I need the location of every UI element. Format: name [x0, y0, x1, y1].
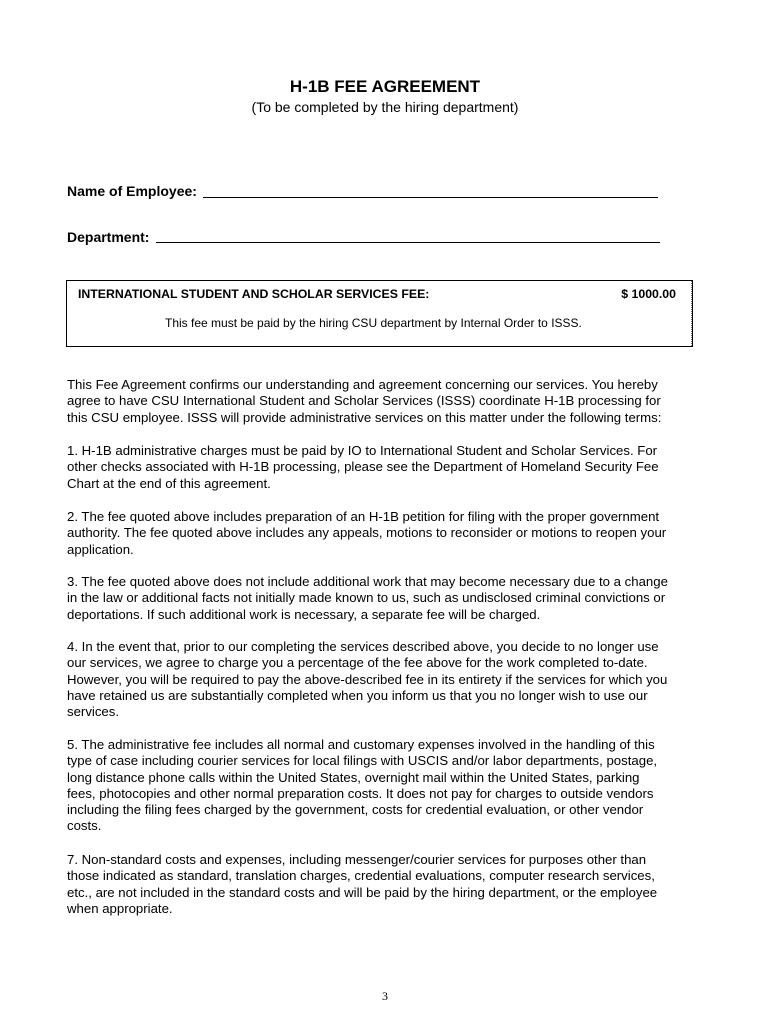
department-label: Department:	[67, 229, 150, 245]
employee-name-field[interactable]	[203, 197, 658, 198]
fee-amount: $ 1000.00	[621, 287, 676, 301]
department-field[interactable]	[156, 242, 660, 243]
page-number: 3	[382, 989, 388, 1003]
intro-paragraph: This Fee Agreement confirms our understanding and agreement concerning our services. You hereby agree to have CSU International Student and Scholar Services (ISSS) coordinate H-1B processing for this CSU employee. ISSS will provide administrative services on this matter under the following terms:	[67, 377, 662, 425]
fee-box	[66, 280, 693, 347]
term-5-paragraph: 5. The administrative fee includes all normal and customary expenses involved in the handling of this type of case including courier services for local filings with USCIS and/or labor departments, postage, long distance phone calls within the United States, overnight mail within the United States, parking fees, photocopies and other normal preparation costs. It does not pay for charges to outside vendors including the filing fees charged by the government, costs for credential evaluation, or other vendor costs.	[67, 737, 658, 834]
term-2-paragraph: 2. The fee quoted above includes preparation of an H-1B petition for filing with the proper government authority. The fee quoted above includes any appeals, motions to reconsider or motions to reopen your application.	[67, 509, 667, 557]
employee-name-label: Name of Employee:	[67, 183, 197, 199]
term-4-paragraph: 4. In the event that, prior to our completing the services described above, you decide to no longer use our services, we agree to charge you a percentage of the fee above for the work completed to-date. However, you will be required to pay the above-described fee in its entirety if the services for which you have retained us are substantially completed when you inform us that you no longer wish to use our services.	[67, 639, 668, 720]
term-1-paragraph: 1. H-1B administrative charges must be paid by IO to International Student and Scholar Services. For other checks associated with H-1B processing, please see the Department of Homeland Security Fee Chart at the end of this agreement.	[67, 443, 659, 491]
page-subtitle: (To be completed by the hiring department)	[251, 99, 519, 115]
fee-note: This fee must be paid by the hiring CSU department by Internal Order to ISSS.	[165, 316, 582, 330]
term-7-paragraph: 7. Non-standard costs and expenses, including messenger/courier services for purposes other than those indicated as standard, translation charges, credential evaluations, computer research services, etc., are not included in the standard costs and will be paid by the hiring department, or the employee when appropriate.	[67, 852, 658, 916]
fee-label: INTERNATIONAL STUDENT AND SCHOLAR SERVICES FEE:	[78, 287, 430, 301]
term-3-paragraph: 3. The fee quoted above does not include additional work that may become necessary due to a change in the law or additional facts not initially made known to us, such as undisclosed criminal convictions or deportations. If such additional work is necessary, a separate fee will be charged.	[67, 574, 668, 622]
page-title: H-1B FEE AGREEMENT	[289, 77, 481, 96]
